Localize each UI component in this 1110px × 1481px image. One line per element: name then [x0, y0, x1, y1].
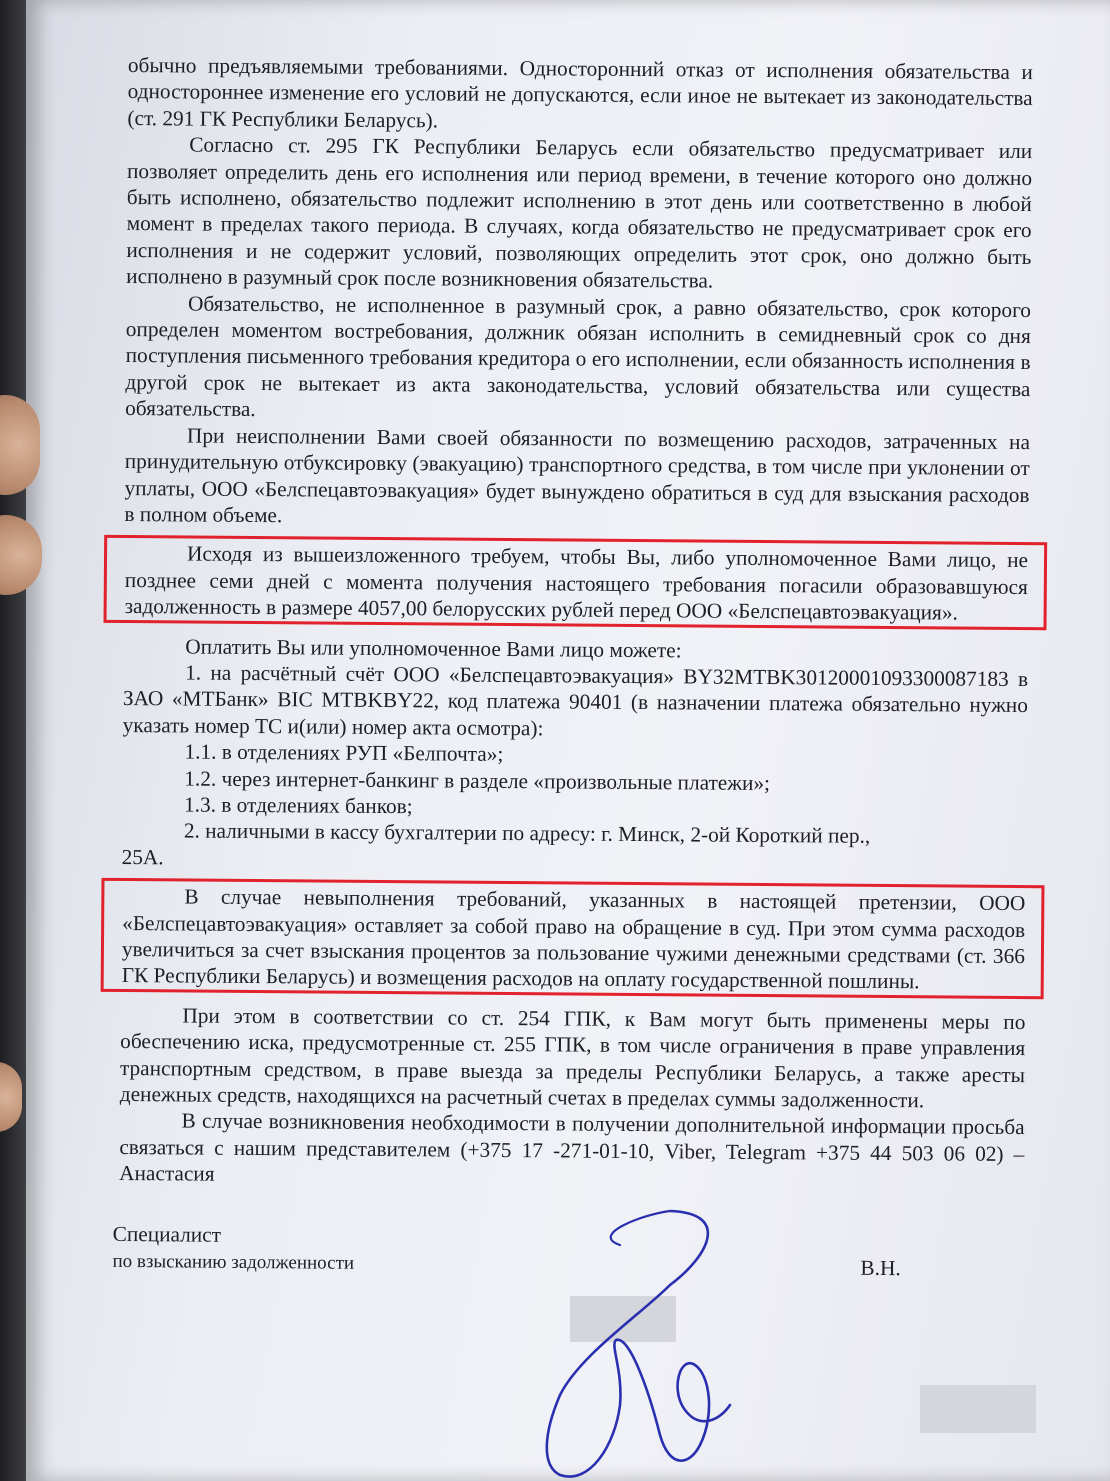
cash-payment-item: 2. наличными в кассу бухгалтерии по адресу: г. Минск, 2-ой Короткий пер.,	[183, 818, 871, 849]
payment-account: 1. на расчётный счёт ООО «Белспецавтоэвакуация» BY32MTBK30120001093300087183 в ЗАО «МТБанк» BIC MTBKBY22, код платежа 90401 (в назначении платежа обязательно нужно указать номер ТС и(или) номер акта осмотра):	[122, 660, 1029, 741]
signer-initials: В.Н.	[860, 1255, 901, 1280]
paragraph: При неисполнении Вами своей обязанности по возмещению расходов, затраченных на принудительную отбуксировку (эвакуацию) транспортного средства, в том числе при уклонении от уплаты, ООО «Белспецавтоэвакуация» будет вынуждено обратиться в суд для взыскания расходов в полном объеме.	[124, 423, 1031, 528]
paragraph: Согласно ст. 295 ГК Республики Беларусь если обязательство предусматривает или позволяет определить день его исполнения или период времени, в течение которого оно должно быть исполнено, обязательство подлежит исполнению в этот день или соответственно в любой момент в пределах такого периода. В случаях, когда обязательство не предусматривает срок его исполнения и не содержит условий, позволяющих определить этот срок, оно должно быть исполнено в разумный срок после возникновения обязательства.	[126, 132, 1033, 293]
measures-paragraph: При этом в соответствии со ст. 254 ГПК, к Вам могут быть применены меры по обеспечению иска, предусмотренные ст. 255 ГПК, в том числе ограничения в праве управления транспортным средством, в праве выезда за пределы Республики Беларусь, а также аресты денежных средств, находящихся на расчетный счетах в пределах суммы задолженности.	[119, 1003, 1026, 1113]
handwritten-signature	[520, 1205, 760, 1481]
demand-paragraph: Исходя из вышеизложенного требуем, чтобы Вы, либо уполномоченное Вами лицо, не позднее семи дней с момента получения настоящего требования погасили образовавшуюся задолженность в размере 4057,00 белорусских рублей перед ООО «Белспецавтоэвакуация».	[124, 541, 1029, 625]
highlighted-demand-box	[104, 535, 1048, 630]
list-item: 1.3. в отделениях банков;	[183, 792, 413, 819]
list-item: 1.1. в отделениях РУП «Белпочта»;	[184, 739, 504, 767]
payment-intro: Оплатить Вы или уполномоченное Вами лицо можете:	[185, 634, 682, 662]
document-text	[112, 52, 1033, 1308]
redacted-signer-name	[920, 1385, 1036, 1433]
highlighted-warning-box	[101, 878, 1045, 999]
paragraph: Обязательство, не исполненное в разумный срок, а равно обязательство, срок которого определен моментом востребования, должник обязан исполнить в семидневный срок со дня поступления письменного требования кредитора о его исполнении, если обязанность исполнения в другой срок не вытекает из акта законодательства, условий обязательства или существа обязательства.	[125, 291, 1032, 422]
payment-methods-list	[122, 738, 1028, 851]
cash-address-end: 25А.	[121, 844, 164, 870]
court-warning-paragraph: В случае невыполнения требований, указанных в настоящей претензии, ООО «Белспецавтоэвакуация» оставляет за собой право на обращение в суд. При этом сумма расходов увеличиться за счет взыскания процентов за пользование чужими денежными средствами (ст. 366 ГК Республики Беларусь) и возмещения расходов на оплату государственной пошлины.	[121, 884, 1026, 994]
paragraph: обычно предъявляемыми требованиями. Односторонний отказ от исполнения обязательства и одностороннее изменение его условий не допускаются, если иное не вытекает из законодательства (ст. 291 ГК Республики Беларусь).	[127, 52, 1033, 133]
signer-title: Специалист	[112, 1221, 222, 1247]
signer-department: по взысканию задолженности	[112, 1250, 355, 1274]
list-item: 1.2. через интернет-банкинг в разделе «произвольные платежи»;	[184, 766, 771, 795]
contact-paragraph: В случае возникновения необходимости в получении дополнительной информации просьба связаться с нашим представителем (+375 17 -271-01-10, Viber, Telegram +375 44 503 06 02) – Анастасия	[119, 1108, 1025, 1186]
